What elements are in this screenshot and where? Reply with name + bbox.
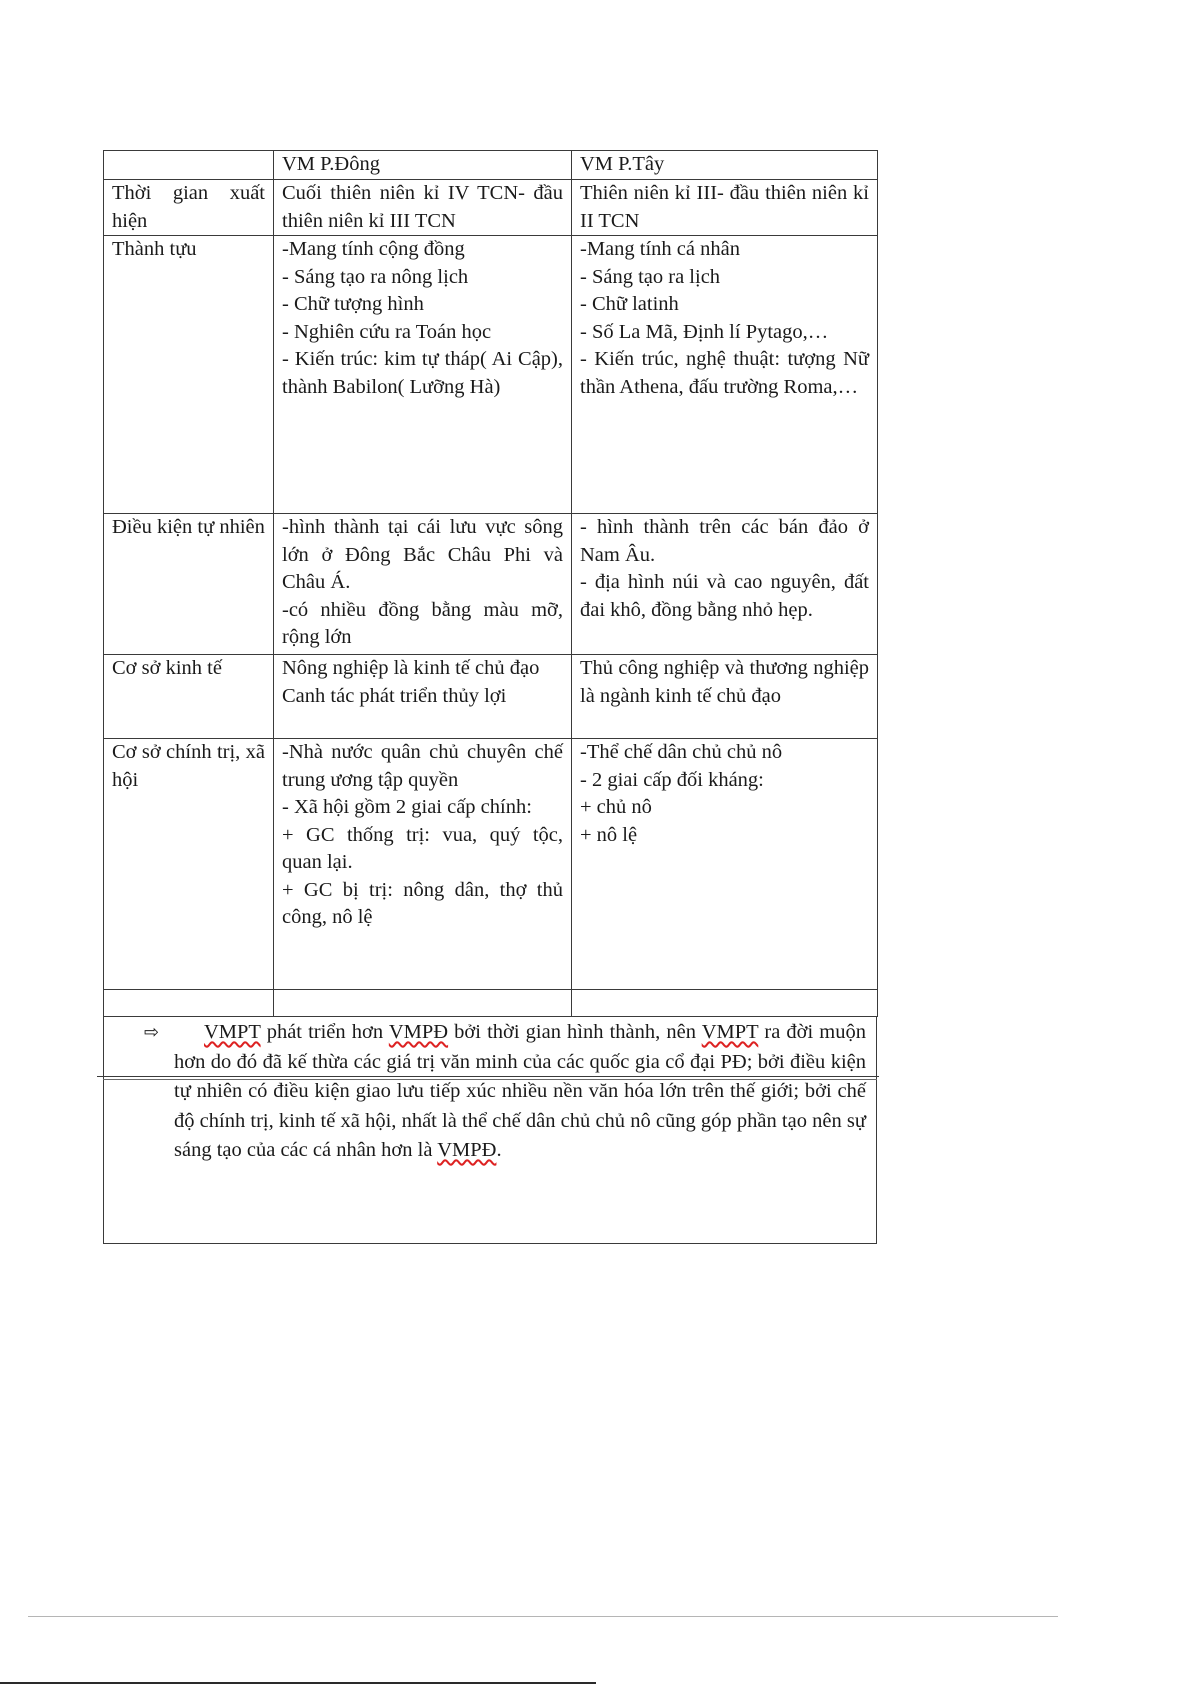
table-row: [104, 236, 878, 514]
cell-line: - Chữ tượng hình: [282, 293, 424, 315]
footer-divider: [28, 1616, 1058, 1617]
abbr-vmpt: VMPT: [701, 1021, 759, 1043]
east-cell: [274, 655, 572, 739]
west-cell: [572, 739, 878, 990]
cell-line: - Sáng tạo ra lịch: [580, 265, 721, 288]
conclusion-text: bởi thời gian hình thành, nên: [448, 1021, 702, 1043]
abbr-vmpd: VMPĐ: [437, 1139, 497, 1161]
table-row: [104, 514, 878, 655]
page-split-line: [103, 1079, 877, 1080]
table-row: [104, 655, 878, 739]
east-cell: [274, 739, 572, 990]
west-cell: [572, 180, 878, 236]
abbr-vmpd: VMPĐ: [388, 1021, 449, 1043]
row-label: Cơ sở chính trị, xã hội: [104, 739, 274, 990]
cell-line: - Kiến trúc: kim tự tháp( Ai Cập), thành Babilon( Lưỡng Hà): [282, 348, 563, 398]
row-label: Thời gian xuất hiện: [104, 180, 274, 236]
cell-line: -Nhà nước quân chủ chuyên chế trung ương tập quyền: [282, 741, 563, 791]
comparison-table: [103, 150, 878, 1017]
east-cell: [274, 180, 572, 236]
cell-line: -hình thành tại cái lưu vực sông lớn ở Đông Bắc Châu Phi và Châu Á.: [282, 516, 563, 593]
row-label: Điều kiện tự nhiên: [104, 514, 274, 655]
page-split-line: [97, 1076, 879, 1077]
header-cell-east: VM P.Đông: [274, 151, 572, 180]
table-row: [104, 739, 878, 990]
table-row: [104, 180, 878, 236]
conclusion-text: .: [496, 1139, 502, 1161]
cell-line: -Mang tính cá nhân: [580, 238, 740, 260]
cell-line: + chủ nô: [580, 796, 652, 818]
west-cell: [572, 236, 878, 514]
conclusion-paragraph: [174, 1018, 866, 1166]
conclusion-text: ra đời muộn hơn do đó đã kế thừa các giá trị văn minh của các quốc gia cổ đại PĐ; bởi điều kiện tự nhiên có điều kiện giao lưu tiếp xúc nhiều nền văn hóa lớn trên thế giới; bởi chế độ chính trị, kinh tế xã hội, nhất là thể chế dân chủ chủ nô cũng góp phần tạo nên sự sáng tạo của các cá nhân hơn là: [174, 1021, 866, 1161]
table-header-row: [104, 151, 878, 180]
cell-line: - Chữ latinh: [580, 293, 679, 315]
empty-cell: [274, 990, 572, 1017]
bottom-divider: [0, 1682, 596, 1684]
west-cell: [572, 514, 878, 655]
cell-line: Thủ công nghiệp và thương nghiệp là ngành kinh tế chủ đạo: [580, 657, 869, 707]
cell-line: + GC thống trị: vua, quý tộc, quan lại.: [282, 823, 563, 873]
empty-cell: [572, 990, 878, 1017]
row-label: Thành tựu: [104, 236, 274, 514]
west-cell: [572, 655, 878, 739]
table-row-empty: [104, 990, 878, 1017]
cell-line: - Xã hội gồm 2 giai cấp chính:: [282, 796, 532, 818]
row-label: Cơ sở kinh tế: [104, 655, 274, 739]
cell-line: + GC bị trị: nông dân, thợ thủ công, nô lệ: [282, 878, 563, 928]
cell-line: - 2 giai cấp đối kháng:: [580, 768, 764, 791]
cell-line: - Số La Mã, Định lí Pytago,…: [580, 320, 829, 343]
east-cell: [274, 236, 572, 514]
cell-line: Nông nghiệp là kinh tế chủ đạo: [282, 657, 540, 679]
empty-cell: [104, 990, 274, 1017]
cell-line: - Nghiên cứu ra Toán học: [282, 320, 492, 343]
conclusion-box: [103, 1016, 877, 1244]
cell-line: -Thể chế dân chủ chủ nô: [580, 741, 783, 763]
header-cell-empty: [104, 151, 274, 180]
conclusion-text: phát triển hơn: [260, 1021, 389, 1043]
cell-line: -có nhiều đồng bằng màu mỡ, rộng lớn: [282, 598, 563, 648]
arrow-icon: ⇨: [144, 1022, 160, 1043]
east-cell: [274, 514, 572, 655]
cell-line: - Sáng tạo ra nông lịch: [282, 265, 469, 288]
cell-line: + nô lệ: [580, 823, 638, 846]
cell-line: -Mang tính cộng đồng: [282, 238, 465, 260]
cell-line: Cuối thiên niên kỉ IV TCN- đầu thiên niên kỉ III TCN: [282, 182, 563, 232]
header-cell-west: VM P.Tây: [572, 151, 878, 180]
cell-line: Canh tác phát triển thủy lợi: [282, 684, 507, 707]
cell-line: Thiên niên kỉ III- đầu thiên niên kỉ II TCN: [580, 182, 869, 232]
abbr-vmpt: VMPT: [204, 1021, 261, 1043]
cell-line: - địa hình núi và cao nguyên, đất đai khô, đồng bằng nhỏ hẹp.: [580, 571, 869, 621]
cell-line: - hình thành trên các bán đảo ở Nam Âu.: [580, 516, 869, 566]
cell-line: - Kiến trúc, nghệ thuật: tượng Nữ thần Athena, đấu trường Roma,…: [580, 348, 869, 398]
